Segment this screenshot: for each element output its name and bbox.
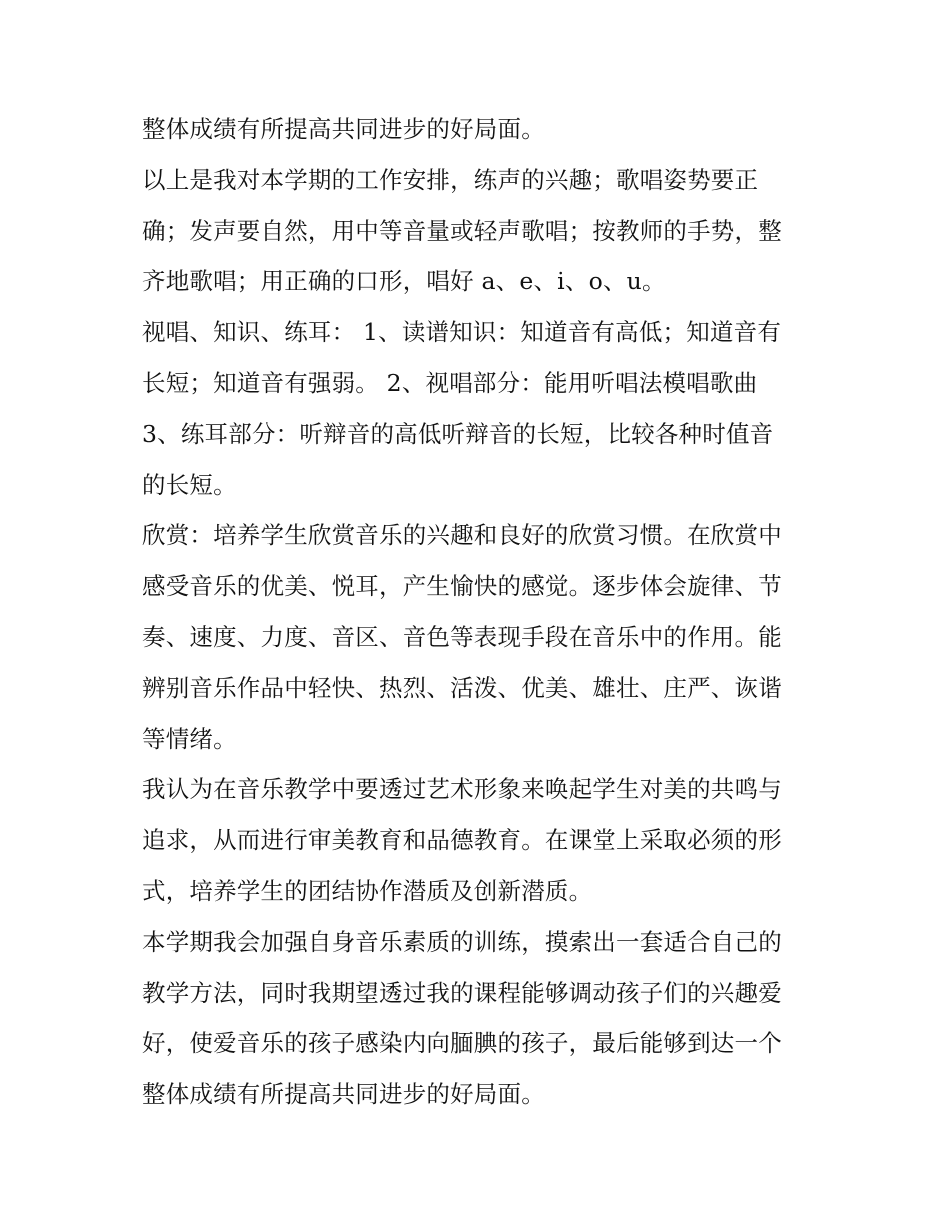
text-line: 视唱、知识、练耳： 1、读谱知识：知道音有高低；知道音有 [142,318,782,347]
text-line: 以上是我对本学期的工作安排，练声的兴趣；歌唱姿势要正 [142,165,759,194]
document-body [142,104,822,1120]
text-line: 辨别音乐作品中轻快、热烈、活泼、优美、雄壮、庄严、诙谐 [142,673,782,702]
text-line: 欣赏：培养学生欣赏音乐的兴趣和良好的欣赏习惯。在欣赏中 [142,521,782,550]
text-line: 感受音乐的优美、悦耳，产生愉快的感觉。逐步体会旋律、节 [142,572,782,601]
text-line: 追求，从而进行审美教育和品德教育。在课堂上采取必须的形 [142,826,782,855]
text-line: 3、练耳部分：听辩音的高低听辩音的长短，比较各种时值音 [142,419,774,448]
text-line: 整体成绩有所提高共同进步的好局面。 [142,1080,545,1109]
text-line: 齐地歌唱；用正确的口形，唱好 a、e、i、o、u。 [142,267,666,296]
text-line: 奏、速度、力度、音区、音色等表现手段在音乐中的作用。能 [142,622,782,651]
text-line: 长短；知道音有强弱。 2、视唱部分：能用听唱法模唱歌曲 [142,368,758,397]
text-line: 整体成绩有所提高共同进步的好局面。 [142,115,545,143]
text-line: 等情绪。 [142,724,237,753]
text-line: 我认为在音乐教学中要透过艺术形象来唤起学生对美的共鸣与 [142,775,782,804]
text-line: 教学方法，同时我期望透过我的课程能够调动孩子们的兴趣爱 [142,978,782,1007]
text-line: 的长短。 [142,470,237,499]
text-line: 好，使爱音乐的孩子感染内向腼腆的孩子，最后能够到达一个 [142,1029,782,1058]
text-line: 式，培养学生的团结协作潜质及创新潜质。 [142,876,593,905]
text-line: 本学期我会加强自身音乐素质的训练，摸索出一套适合自己的 [142,927,782,956]
text-line: 确；发声要自然，用中等音量或轻声歌唱；按教师的手势，整 [142,216,782,245]
